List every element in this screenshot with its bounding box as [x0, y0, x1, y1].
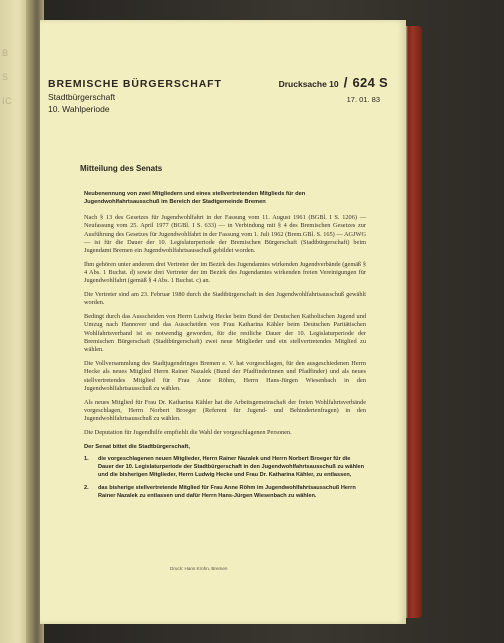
resolution-intro: Der Senat bittet die Stadtbürgerschaft, [84, 443, 190, 450]
parliament-name: BREMISCHE BÜRGERSCHAFT [48, 78, 222, 90]
body-paragraph: Bedingt durch das Ausscheiden von Herrn Ludwig Hecke beim Bund der Deutschen Katholischen Jugend und Umzug nach Hannover und das Ausscheiden von Frau Katharina Kähler beim Deutschen Paritätischen Wohlfahrtsverband ist es notwendig geworden, für die restliche Dauer der 10. Legislaturperiode der Bremischen Bürgerschaft (Stadtbürgerschaft) zwei neue Mitglieder und ein stellvertretendes Mitglied zu wählen. [84, 313, 366, 354]
resolution-text: das bisherige stellvertretende Mitglied für Frau Anne Röhm im Jugendwohlfahrtsausschuß Herrn Rainer Nazalek zu entlassen und dafür Herrn Hans-Jürgen Wiesenbach zu wählen. [98, 484, 356, 499]
resolution-number: 1. [84, 455, 89, 462]
resolution-item [84, 484, 366, 500]
body-paragraph: Die Vollversammlung des Stadtjugendringes Bremen e. V. hat vorgeschlagen, für den ausgeschiedenen Herrn Hecke als neues Mitglied Herrn Rainer Nazalek (Bund der Pfadfinderinnen und Pfadfinder) und als neues stellvertretendes Mitglied für Frau Anne Röhm, Herrn Hans-Jürgen Wiesenbach in den Jugendwohlfahrtsausschuß zu wählen. [84, 360, 366, 392]
drucksache-label: Drucksache 10 [278, 79, 339, 89]
document-date: 17. 01. 83 [346, 95, 380, 104]
drucksache-number [279, 74, 388, 90]
drucksache-id: 624 S [352, 75, 388, 90]
resolution-number: 2. [84, 484, 89, 491]
previous-page-fragment: S [2, 72, 9, 82]
legislative-period: 10. Wahlperiode [48, 104, 110, 114]
previous-page-edge [0, 0, 26, 643]
body-paragraph: Nach § 13 des Gesetzes für Jugendwohlfahrt in der Fassung vom 11. August 1961 (BGBl. I S. 1206) — Neufassung vom 25. April 1977 (BGBl. I S. 633) — in Verbindung mit § 4 des Bremischen Gesetzes zur Ausführung des Gesetzes für Jugendwohlfahrt in der Fassung vom 1. Juli 1962 (Brem.GBl. S. 165) — AGJWG — ist für die Dauer der 10. Legislaturperiode der Bremischen Bürgerschaft (Stadtbürgerschaft) beim Jugendamt Bremen ein Jugendwohlfahrtsausschuß gebildet worden. [84, 214, 366, 255]
document-page [40, 20, 406, 624]
document-subject: Neubenennung von zwei Mitgliedern und eines stellvertretenden Mitglieds für den Jugendwohlfahrtsausschuß im Bereich der Stadtgemeinde Bremen [84, 191, 306, 206]
drucksache-slash: / [343, 74, 348, 90]
document-body [84, 214, 366, 505]
body-paragraph: Ihm gehören unter anderem drei Vertreter der im Bezirk des Jugendamtes wirkenden Jugendverbände (gemäß § 4 Abs. 1 Buchst. d) sowie drei Vertreter der im Bezirk des Jugendamtes wirkenden freien Vereinigungen für Jugendwohlfahrt (gemäß § 4 Abs. 1 Buchst. c) an. [84, 260, 366, 285]
printer-imprint: Druck: Hans Krohn, Bremen [170, 566, 228, 571]
document-heading: Mitteilung des Senats [80, 164, 163, 173]
resolution-text: die vorgeschlagenen neuen Mitglieder, Herrn Rainer Nazalek und Herrn Norbert Broeger für die Dauer der 10. Legislaturperiode der Stadtbürgerschaft in den Jugendwohlfahrtsausschuß zu wählen und die bisherigen Mitglieder, Herrn Ludwig Hecke und Frau Dr. Katharina Kähler, zu entlassen, [98, 455, 365, 478]
chamber-name: Stadtbürgerschaft [48, 92, 116, 102]
resolution-item [84, 455, 366, 479]
body-paragraph: Als neues Mitglied für Frau Dr. Katharina Kähler hat die Arbeitsgemeinschaft der freien Wohlfahrtsverbände vorgeschlagen, Herrn Norbert Broeger (Referent für Jugend- und Behindertenfragen) in den Jugendwohlfahrtsausschuß zu wählen. [84, 398, 366, 423]
body-paragraph: Die Vertreter sind am 23. Februar 1980 durch die Stadtbürgerschaft in den Jugendwohlfahrtsausschuß gewählt worden. [84, 291, 366, 307]
previous-page-fragment: B [2, 48, 9, 58]
previous-page-fragment: IC [2, 96, 12, 106]
body-paragraph: Die Deputation für Jugendhilfe empfiehlt die Wahl der vorgeschlagenen Personen. [84, 428, 292, 436]
